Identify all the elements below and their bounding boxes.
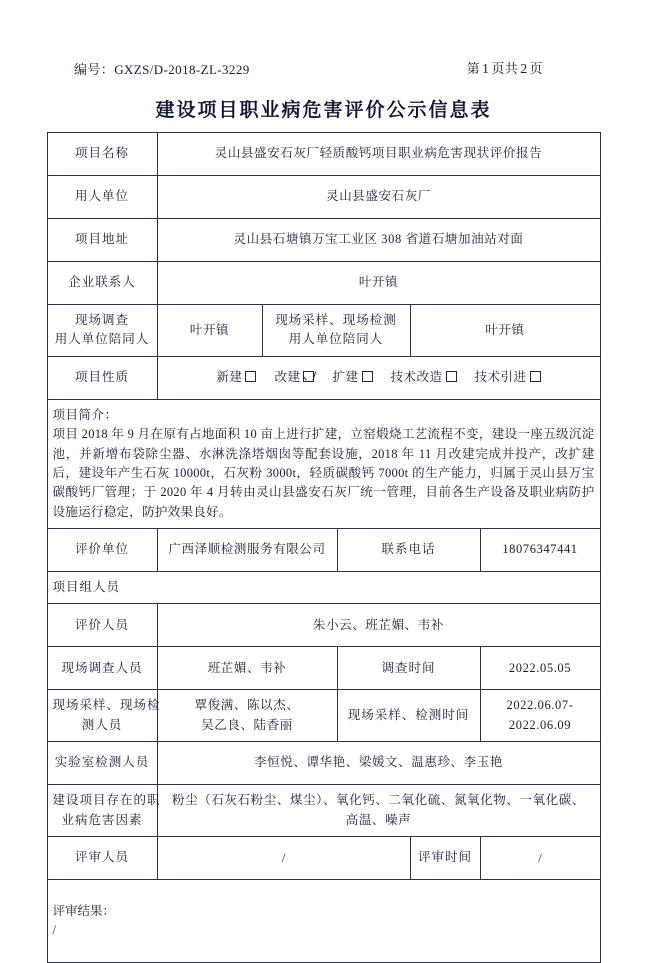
introduction-text: 项目 2018 年 9 月在原有占地面积 10 亩上进行扩建，立窑煅烧工艺流程不变，建设一座五级沉淀池，并新增布袋除尘器、水淋洗涤塔烟囱等配套设施，2018 年 11 月改建完成并投产，改扩建后，建设年产生石灰 10000t，石灰粉 3000t，轻质碳酸钙 7000t 的生产能力，归属于灵山县万宝碳酸钙厂管理；于 2020 年 4 月转由灵山县盛安石灰厂统一管理，目前各生产设备及职业病防护设施运行稳定，防护效果良好。 — [52, 427, 595, 519]
review-result-label: 评审结果： — [52, 903, 116, 918]
contact-label: 企业联系人 — [47, 262, 157, 305]
sampling-companion-label: 现场采样、现场检测 用人单位陪同人 — [262, 305, 410, 357]
sampling-companion-value: 叶开镇 — [410, 305, 600, 357]
table-row — [47, 133, 600, 176]
table-row — [47, 399, 600, 528]
sampling-time-label: 现场采样、检测时间 — [337, 690, 480, 742]
table-row — [47, 219, 600, 262]
nature-option-tech-reform[interactable]: 技术改造 — [391, 368, 457, 387]
nature-option-expand[interactable]: 扩建 — [332, 368, 372, 387]
page-suffix: 页 — [529, 61, 543, 76]
evaluation-unit-label: 评价单位 — [47, 529, 157, 572]
site-survey-companion-label: 现场调查 用人单位陪同人 — [47, 305, 157, 357]
site-survey-staff-value: 班芷媚、韦补 — [157, 647, 337, 690]
project-nature-label: 项目性质 — [47, 356, 157, 399]
address-label: 项目地址 — [47, 219, 157, 262]
page-total: 2 — [520, 62, 528, 77]
document-code: 编号：GXZS/D-2018-ZL-3229 — [74, 62, 250, 77]
survey-time-value: 2022.05.05 — [480, 647, 600, 690]
table-row — [47, 305, 600, 357]
page-title: 建设项目职业病危害评价公示信息表 — [155, 100, 492, 121]
nature-option-tech-import[interactable]: 技术引进 — [475, 368, 541, 387]
team-section-label: 项目组人员 — [47, 572, 600, 604]
page-middle: 页共 — [491, 61, 519, 76]
site-survey-companion-value: 叶开镇 — [157, 305, 262, 357]
table-row — [47, 647, 600, 690]
review-time-value: / — [480, 836, 600, 879]
table-row — [47, 742, 600, 785]
table-row — [47, 836, 600, 879]
nature-option-new[interactable]: 新建 — [216, 368, 256, 387]
introduction-label: 项目简介： — [52, 407, 118, 422]
address-value: 灵山县石塘镇万宝工业区 308 省道石塘加油站对面 — [157, 219, 600, 262]
review-result-cell — [47, 879, 600, 962]
project-name-value: 灵山县盛安石灰厂轻质酸钙项目职业病危害现状评价报告 — [157, 133, 600, 176]
review-staff-label: 评审人员 — [47, 836, 157, 879]
table-row — [47, 572, 600, 604]
information-table — [47, 132, 601, 963]
lab-staff-value: 李恒悦、谭华艳、梁媛文、温惠珍、李玉艳 — [157, 742, 600, 785]
site-survey-staff-label: 现场调查人员 — [47, 647, 157, 690]
checkbox-new[interactable] — [245, 371, 256, 382]
checkbox-tech-import[interactable] — [530, 371, 541, 382]
table-row — [47, 604, 600, 647]
lab-staff-label: 实验室检测人员 — [47, 742, 157, 785]
employer-label: 用人单位 — [47, 176, 157, 219]
review-result-value: / — [52, 922, 56, 937]
checkbox-expand[interactable] — [362, 371, 373, 382]
table-row — [47, 690, 600, 742]
survey-time-label: 调查时间 — [337, 647, 480, 690]
review-time-label: 评审时间 — [410, 836, 480, 879]
review-staff-value: / — [157, 836, 410, 879]
sampling-time-value: 2022.06.07-2022.06.09 — [480, 690, 600, 742]
evaluation-unit-value: 广西泽顺检测服务有限公司 — [157, 529, 337, 572]
hazard-factors-label: 建设项目存在的职 业病危害因素 — [47, 785, 157, 837]
project-nature-options — [157, 356, 600, 399]
table-row — [47, 176, 600, 219]
checkbox-rebuild[interactable] — [303, 371, 314, 382]
sampling-staff-label: 现场采样、现场检 测人员 — [47, 690, 157, 742]
page-number — [467, 58, 595, 78]
contact-value: 叶开镇 — [157, 262, 600, 305]
checkbox-tech-reform[interactable] — [446, 371, 457, 382]
table-row — [47, 356, 600, 399]
table-row — [47, 785, 600, 837]
employer-value: 灵山县盛安石灰厂 — [157, 176, 600, 219]
project-introduction — [47, 399, 600, 528]
phone-value: 18076347441 — [480, 529, 600, 572]
table-row — [47, 529, 600, 572]
nature-option-rebuild[interactable]: 改建 — [274, 368, 314, 387]
sampling-staff-value: 覃俊满、陈以杰、 吴乙良、陆香丽 — [157, 690, 337, 742]
page-current: 1 — [481, 62, 490, 77]
evaluation-staff-value: 朱小云、班芷媚、韦补 — [157, 604, 600, 647]
hazard-factors-value: 粉尘（石灰石粉尘、煤尘）、氧化钙、二氧化硫、氮氧化物、一氧化碳、 高温、噪声 — [157, 785, 600, 837]
document-header — [46, 58, 601, 78]
phone-label: 联系电话 — [337, 529, 480, 572]
table-row — [47, 262, 600, 305]
evaluation-staff-label: 评价人员 — [47, 604, 157, 647]
table-row — [47, 879, 600, 962]
page-prefix: 第 — [466, 61, 480, 76]
project-name-label: 项目名称 — [47, 133, 157, 176]
